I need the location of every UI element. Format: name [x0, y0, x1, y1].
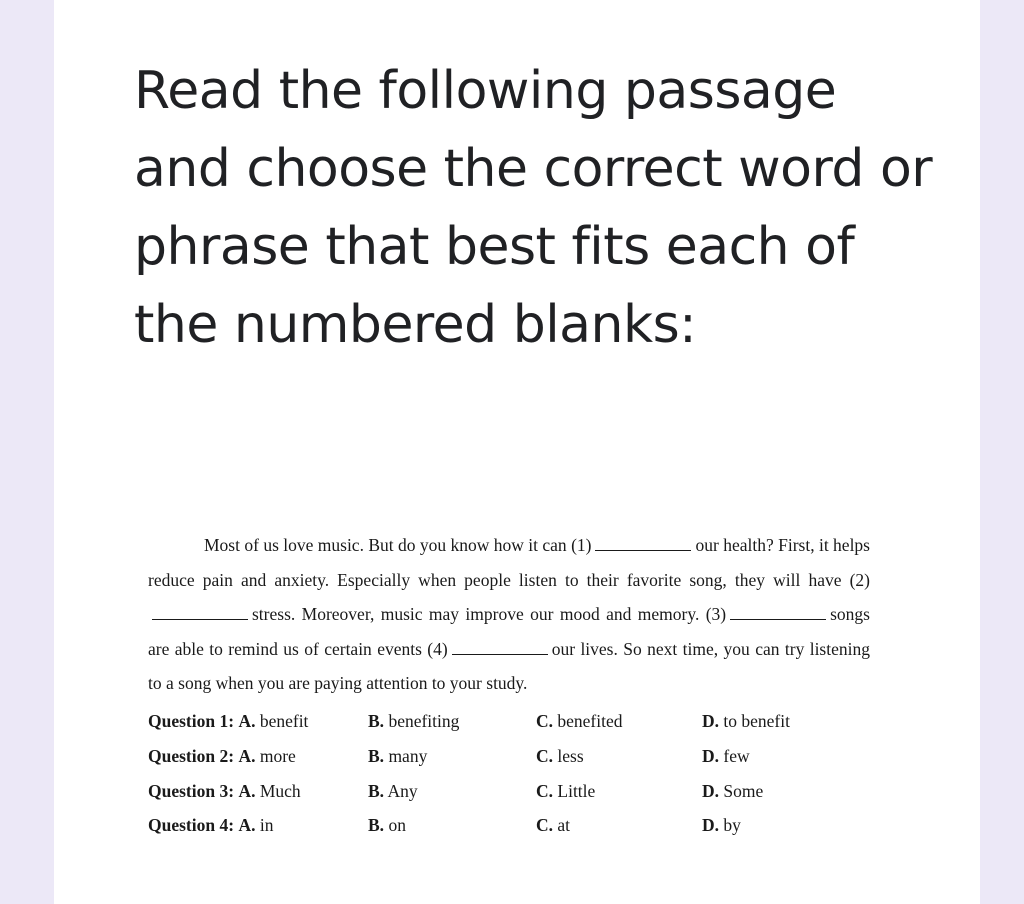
blank-4 — [452, 640, 548, 655]
option-d — [702, 746, 862, 767]
option-letter: D. — [702, 780, 720, 801]
option-a — [148, 746, 368, 767]
option-b — [368, 746, 536, 767]
option-text: benefited — [557, 711, 623, 732]
option-text: benefiting — [388, 711, 460, 732]
option-letter: B. — [368, 780, 385, 801]
option-c — [536, 781, 702, 802]
option-letter: B. — [368, 746, 385, 767]
option-a — [148, 815, 368, 836]
option-letter: C. — [536, 746, 554, 767]
options-table — [148, 705, 870, 844]
passage-text — [148, 528, 870, 701]
option-a — [148, 781, 368, 802]
option-letter: C. — [536, 780, 554, 801]
question-label: Question 3: — [148, 780, 235, 801]
option-text: at — [557, 815, 571, 836]
blank-1 — [595, 536, 691, 551]
option-text: few — [723, 746, 750, 767]
option-text: Some — [723, 780, 764, 801]
option-c — [536, 711, 702, 732]
option-text: Much — [259, 780, 301, 801]
passage-image — [148, 528, 870, 878]
option-d — [702, 711, 862, 732]
option-letter: B. — [368, 815, 385, 836]
question-title: Read the following passage and choose the correct word or phrase that best fits each of the numbered blanks: — [134, 61, 933, 355]
option-text: to benefit — [723, 711, 790, 732]
option-a — [148, 711, 368, 732]
option-text: by — [723, 815, 741, 836]
passage-sentence-2: our health? First, it helps reduce pain and anxiety. Especially when people listen to their favorite song, they will have (2) — [148, 535, 870, 590]
option-d — [702, 815, 862, 836]
question-row-4 — [148, 809, 870, 844]
question-row-1 — [148, 705, 870, 740]
option-text: more — [259, 746, 296, 767]
option-letter: A. — [238, 711, 256, 732]
option-text: benefit — [259, 711, 309, 732]
question-label: Question 2: — [148, 746, 235, 767]
option-text: in — [259, 815, 274, 836]
option-text: on — [388, 815, 406, 836]
question-label: Question 4: — [148, 815, 235, 836]
option-c — [536, 815, 702, 836]
question-label: Question 1: — [148, 711, 235, 732]
option-text: many — [388, 746, 428, 767]
passage-sentence-1: Most of us love music. But do you know how it can (1) — [204, 535, 592, 555]
option-letter: B. — [368, 711, 385, 732]
question-card — [54, 0, 980, 904]
option-letter: C. — [536, 815, 554, 836]
question-row-2 — [148, 739, 870, 774]
option-letter: D. — [702, 711, 720, 732]
passage-sentence-3: stress. Moreover, music may improve our mood and memory. (3) — [252, 604, 727, 624]
option-text: Any — [387, 780, 418, 801]
option-letter: D. — [702, 815, 720, 836]
option-d — [702, 781, 862, 802]
option-c — [536, 746, 702, 767]
option-b — [368, 781, 536, 802]
option-letter: D. — [702, 746, 720, 767]
option-text: Little — [557, 780, 596, 801]
passage-sentence-5: our lives. So next time, you can try listening to a song when you are paying attention to your study. — [148, 638, 870, 693]
option-b — [368, 711, 536, 732]
option-b — [368, 815, 536, 836]
option-text: less — [557, 746, 584, 767]
option-letter: A. — [238, 815, 256, 836]
option-letter: A. — [238, 780, 256, 801]
option-letter: C. — [536, 711, 554, 732]
passage-sentence-4: songs are able to remind us of certain events (4) — [148, 604, 870, 659]
blank-3 — [730, 605, 826, 620]
option-letter: A. — [238, 746, 256, 767]
question-row-3 — [148, 774, 870, 809]
blank-2 — [152, 605, 248, 620]
